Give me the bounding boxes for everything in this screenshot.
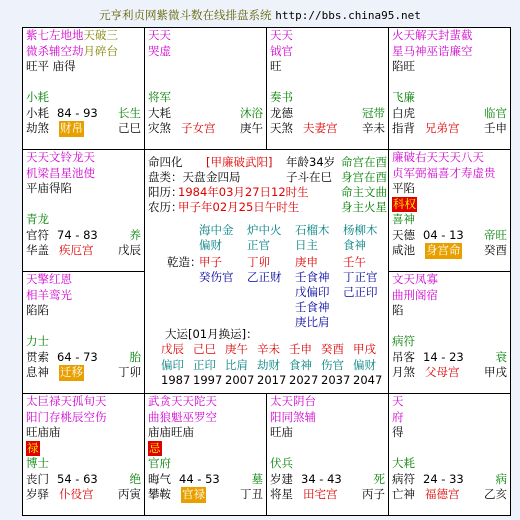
sub-god: 官府 — [148, 456, 171, 470]
info-line-3-0: 阳历： — [148, 185, 183, 199]
pillar-1-0: 炉中火 — [247, 223, 282, 237]
shen-2: 攀鞍 — [148, 487, 171, 501]
info-line-4-0: 农历： — [148, 200, 183, 214]
dayun-ganzhi: 己巳 — [193, 342, 216, 356]
shen-1: 白虎 — [392, 105, 415, 120]
pillar-2-1: 日主 — [295, 238, 318, 252]
brightness-line: 旺平 庙得 — [26, 59, 76, 73]
palace-name[interactable]: 兄弟宫 — [425, 121, 460, 135]
palace-cell-hai[interactable] — [389, 394, 510, 515]
star-group: 贞军弼福喜才寿虚贵 — [392, 165, 496, 180]
star-group: 曲狼魁巫罗空 — [148, 409, 217, 424]
transform-line — [145, 441, 266, 457]
dayun-god: 比肩 — [225, 358, 248, 372]
info-line-1-0: 命四化 — [148, 155, 183, 169]
star-group: 紫七左地地 — [26, 28, 84, 42]
palace-name[interactable]: 身宫命 — [426, 243, 461, 257]
star-group: 府 — [392, 409, 404, 424]
info-line-2-0: 盘类：天盘 — [148, 170, 206, 184]
shen-2: 天煞 — [270, 121, 293, 135]
sub-god: 小耗 — [26, 90, 49, 104]
spacer — [23, 197, 144, 213]
hidden-stem: 己正印 — [343, 285, 378, 299]
shen-1: 官符 — [26, 227, 49, 242]
stars-line-1 — [389, 150, 510, 166]
ganzhi: 辛未 — [362, 121, 385, 135]
god-line — [389, 350, 510, 366]
god-line — [23, 228, 144, 244]
star-group: 天天文铃龙天 — [26, 150, 95, 164]
palace-line — [267, 121, 388, 137]
god-line — [267, 472, 388, 488]
sihua-badge: 科权 — [393, 196, 416, 211]
stars-line-2 — [389, 410, 510, 426]
age-range: 74 - 83 — [57, 227, 98, 242]
shen-1: 病符 — [392, 471, 415, 486]
dayun-god: 正印 — [193, 358, 216, 372]
dayun-ganzhi: 壬申 — [289, 342, 312, 356]
dayun-year: 2037 — [321, 373, 351, 387]
shen-1: 丧门 — [26, 471, 49, 486]
qianzao-label: 乾造： — [167, 255, 202, 269]
stars-line-2 — [267, 410, 388, 426]
pillar-0-2: 甲子 — [199, 255, 222, 269]
changsheng: 墓 — [251, 471, 263, 486]
dayun-year: 2047 — [353, 373, 383, 387]
changsheng: 死 — [373, 471, 385, 486]
stars-line-1 — [23, 28, 144, 44]
palace-name[interactable]: 财帛 — [60, 121, 83, 135]
shen-2: 亡神 — [392, 487, 415, 501]
palace-name[interactable]: 官禄 — [182, 487, 205, 501]
info-line-2-3: 身宫在酉 — [341, 170, 387, 184]
ganzhi: 庚午 — [240, 121, 263, 135]
changsheng: 长生 — [118, 105, 141, 120]
age-range: 04 - 13 — [423, 227, 464, 242]
sub-god: 奏书 — [270, 90, 293, 104]
palace-line — [23, 121, 144, 137]
star-group: 天擎红恩 — [26, 272, 72, 286]
dayun-year: 1997 — [193, 373, 223, 387]
palace-line — [23, 365, 144, 381]
pillar-2-0: 石榴木 — [295, 223, 330, 237]
ganzhi: 丁卯 — [118, 365, 141, 379]
stars-line-2 — [267, 44, 388, 60]
brightness-line: 得 — [392, 425, 404, 439]
stars-line-1 — [389, 28, 510, 44]
changsheng: 临官 — [484, 105, 507, 120]
star-group: 天天 — [148, 28, 171, 42]
palace-cell-chen[interactable] — [23, 150, 145, 272]
stars-line-1 — [23, 272, 144, 288]
palace-cell-wei[interactable] — [267, 28, 389, 150]
changsheng: 养 — [129, 227, 141, 242]
shen-2: 将星 — [270, 487, 293, 501]
palace-cell-xu[interactable] — [389, 272, 510, 394]
stars-line-2 — [23, 410, 144, 426]
stars-line-2 — [23, 166, 144, 182]
sub-god: 青龙 — [26, 212, 49, 226]
shen-1: 岁建 — [270, 471, 293, 486]
ganzhi: 甲戌 — [484, 365, 507, 379]
ganzhi: 乙亥 — [484, 487, 507, 501]
brightness-line: 旺 — [270, 59, 282, 73]
info-line-4-1: 甲子年02月25日午时生 — [178, 200, 300, 214]
shen-2: 岁驿 — [26, 487, 49, 501]
pillar-1-2: 丁卯 — [247, 255, 270, 269]
stars-line-2 — [389, 288, 510, 304]
spacer — [267, 75, 388, 91]
palace-line — [23, 243, 144, 259]
stars-line-1 — [145, 28, 266, 44]
dayun-god: 食神 — [289, 358, 312, 372]
shen-1: 大耗 — [148, 105, 171, 120]
spacer — [389, 441, 510, 457]
stars-line-1 — [23, 150, 144, 166]
info-line-4-2: 身主火星 — [341, 200, 387, 214]
spacer — [145, 75, 266, 91]
dayun-ganzhi: 癸酉 — [321, 342, 344, 356]
info-line-3-2: 命主文曲 — [341, 185, 387, 199]
stars-line-1 — [267, 28, 388, 44]
stars-line-2 — [23, 288, 144, 304]
shen-2: 劫煞 — [26, 121, 49, 135]
title-text: 元亨利贞网紫微斗数在线排盘系统 — [99, 8, 272, 22]
brightness-line: 旺庙 — [270, 425, 293, 439]
changsheng: 沐浴 — [240, 105, 263, 120]
palace-name[interactable]: 仆役宫 — [59, 487, 94, 501]
star-group: 曲刑阁宿 — [392, 287, 438, 302]
palace-cell-chou[interactable] — [145, 394, 267, 515]
palace-name[interactable]: 福德宫 — [425, 487, 460, 501]
brightness-line: 旺庙庙 — [26, 425, 61, 439]
dayun-ganzhi: 辛未 — [257, 342, 280, 356]
ganzhi: 丁丑 — [240, 487, 263, 501]
star-group: 钺官 — [270, 43, 293, 58]
sub-god: 喜神 — [392, 212, 415, 226]
ganzhi: 丙子 — [362, 487, 385, 501]
dayun-ganzhi: 庚午 — [225, 342, 248, 356]
palace-line — [145, 487, 266, 503]
pillar-1-1: 正官 — [247, 238, 270, 252]
spacer — [23, 319, 144, 335]
brightness-line — [145, 59, 266, 75]
shen-1: 晦气 — [148, 471, 171, 486]
dayun-year: 1987 — [161, 373, 191, 387]
age-range: 24 - 33 — [423, 471, 464, 486]
ganzhi: 己巳 — [118, 121, 141, 135]
shen-1: 天德 — [392, 227, 415, 242]
spacer — [23, 75, 144, 91]
palace-cell-mao[interactable] — [23, 272, 145, 394]
age-range: 34 - 43 — [301, 471, 342, 486]
brightness-line: 陷 — [392, 303, 404, 317]
shen-2: 指背 — [392, 121, 415, 135]
dayun-ganzhi: 戊辰 — [161, 342, 184, 356]
info-line-3-1: 1984年03月27日12时生 — [178, 185, 309, 199]
palace-cell-wu[interactable] — [145, 28, 267, 150]
palace-name[interactable]: 疾厄宫 — [59, 243, 94, 257]
hidden-stem: 庚比肩 — [295, 315, 330, 329]
palace-line — [267, 487, 388, 503]
spacer — [389, 75, 510, 91]
palace-cell-yin[interactable] — [23, 394, 145, 515]
star-group: 星马神巫诰廉空 — [392, 43, 473, 58]
god-line — [23, 350, 144, 366]
god-line — [389, 228, 510, 244]
sub-god: 飞廉 — [392, 90, 415, 104]
sihua-badge: 忌 — [149, 440, 161, 455]
dayun-god: 伤官 — [321, 358, 344, 372]
stars-line-2 — [23, 44, 144, 60]
star-group: 月碎台 — [83, 43, 118, 58]
changsheng: 帝旺 — [484, 227, 507, 242]
star-group: 天天 — [270, 28, 293, 42]
age-range: 44 - 53 — [179, 471, 220, 486]
hidden-stem: 戊偏印 — [295, 285, 330, 299]
pillar-3-3: 丁正官 — [343, 270, 378, 284]
pillar-2-2: 庚申 — [295, 255, 318, 269]
star-group: 武贪天天陀天 — [148, 394, 217, 408]
dayun-year: 2027 — [289, 373, 319, 387]
star-group: 天破三 — [83, 28, 118, 42]
pillar-0-1: 偏财 — [199, 238, 222, 252]
dayun-god: 偏财 — [353, 358, 376, 372]
palace-name[interactable]: 子女宫 — [181, 121, 216, 135]
sihua-badge: 禄 — [27, 440, 39, 455]
pillar-1-3: 乙正财 — [247, 270, 282, 284]
page-title — [0, 7, 520, 24]
stars-line-2 — [145, 44, 266, 60]
shen-1: 贯索 — [26, 349, 49, 364]
title-url[interactable]: http://bbs.china95.net — [275, 9, 421, 22]
star-group: 太巨禄天孤旬天 — [26, 394, 107, 408]
changsheng: 冠带 — [362, 105, 385, 120]
shen-2: 华盖 — [26, 243, 49, 257]
pillar-0-3: 癸伤官 — [199, 270, 234, 284]
dayun-god: 劫财 — [257, 358, 280, 372]
shen-1: 吊客 — [392, 349, 415, 364]
sub-god: 大耗 — [392, 456, 415, 470]
star-group: 火天解天封蜚截 — [392, 28, 473, 42]
palace-cell-you[interactable] — [389, 150, 510, 272]
transform-line — [23, 441, 144, 457]
god-line — [145, 472, 266, 488]
pillar-0-0: 海中金 — [199, 223, 234, 237]
pillar-3-2: 壬午 — [343, 255, 366, 269]
changsheng: 绝 — [129, 471, 141, 486]
dayun-label: 大运[01月换运]： — [165, 327, 258, 341]
sub-god: 病符 — [392, 334, 415, 348]
shen-1: 小耗 — [26, 105, 49, 120]
star-group: 微杀辅空劫 — [26, 43, 84, 58]
god-line — [145, 106, 266, 122]
pillar-2-3: 壬食神 — [295, 270, 330, 284]
palace-name[interactable]: 迁移 — [60, 365, 83, 379]
stars-line-1 — [389, 394, 510, 410]
brightness-line: 庙庙旺庙 — [148, 425, 194, 439]
palace-line — [389, 243, 510, 259]
pillar-3-1: 食神 — [343, 238, 366, 252]
hidden-stem: 壬食神 — [295, 300, 330, 314]
star-group: 哭虚 — [148, 43, 171, 58]
shen-2: 咸池 — [392, 243, 415, 257]
stars-line-1 — [23, 394, 144, 410]
dayun-year: 2017 — [257, 373, 287, 387]
palace-line — [389, 487, 510, 503]
palace-line — [389, 121, 510, 137]
ganzhi: 癸酉 — [484, 243, 507, 257]
ganzhi: 壬申 — [484, 121, 507, 135]
god-line — [23, 106, 144, 122]
info-line-1-1: [甲廉破武阳] — [206, 155, 273, 169]
spacer — [389, 319, 510, 335]
stars-line-1 — [267, 394, 388, 410]
info-line-1-3: 命宫在酉 — [341, 155, 387, 169]
star-group: 天 — [392, 394, 404, 408]
star-group: 阳门存桃辰空伤 — [26, 409, 107, 424]
age-range: 14 - 23 — [423, 349, 464, 364]
dayun-year: 2007 — [225, 373, 255, 387]
sub-god: 将军 — [148, 90, 171, 104]
sub-god: 博士 — [26, 456, 49, 470]
sub-god: 伏兵 — [270, 456, 293, 470]
god-line — [23, 472, 144, 488]
changsheng: 衰 — [495, 349, 507, 364]
spacer — [267, 441, 388, 457]
age-range: 84 - 93 — [57, 105, 98, 120]
palace-name[interactable]: 夫妻宫 — [303, 121, 338, 135]
star-group: 机梁昌星池使 — [26, 165, 95, 180]
brightness-line: 陷陷 — [26, 303, 49, 317]
shen-2: 息神 — [26, 365, 49, 379]
god-line — [267, 106, 388, 122]
stars-line-2 — [145, 410, 266, 426]
info-line-1-2: 年龄34岁 — [286, 155, 336, 169]
god-line — [389, 472, 510, 488]
info-line-2-2: 子斗在巳 — [286, 170, 332, 184]
changsheng: 胎 — [129, 349, 141, 364]
palace-name[interactable]: 父母宫 — [425, 365, 460, 379]
shen-2: 灾煞 — [148, 121, 171, 135]
age-range: 64 - 73 — [57, 349, 98, 364]
stars-line-1 — [389, 272, 510, 288]
palace-line — [145, 121, 266, 137]
palace-cell-shen[interactable] — [389, 28, 510, 150]
transform-line — [389, 197, 510, 213]
stars-line-2 — [389, 166, 510, 182]
center-panel — [145, 150, 389, 394]
palace-name[interactable]: 田宅宫 — [303, 487, 338, 501]
shen-1: 龙德 — [270, 105, 293, 120]
star-group: 廉破右天天天八天 — [392, 150, 484, 164]
palace-line — [389, 365, 510, 381]
star-group: 太天阴台 — [270, 394, 316, 408]
pillar-3-0: 杨柳木 — [343, 223, 378, 237]
brightness-line: 平陷 — [392, 181, 415, 195]
changsheng: 病 — [495, 471, 507, 486]
stars-line-2 — [389, 44, 510, 60]
ganzhi: 丙寅 — [118, 487, 141, 501]
star-group: 相羊鸾光 — [26, 287, 72, 302]
god-line — [389, 106, 510, 122]
ganzhi: 戊辰 — [118, 243, 141, 257]
palace-cell-si[interactable] — [23, 28, 145, 150]
stars-line-1 — [145, 394, 266, 410]
star-group: 阳同煞辅 — [270, 409, 316, 424]
star-group: 文天凤寡 — [392, 272, 438, 286]
dayun-ganzhi: 甲戌 — [353, 342, 376, 356]
brightness-line: 平庙得陷 — [26, 181, 72, 195]
palace-cell-zi[interactable] — [267, 394, 389, 515]
ziwei-chart — [22, 27, 511, 516]
info-line-2-1: 金四局 — [206, 170, 241, 184]
palace-line — [23, 487, 144, 503]
brightness-line: 陷旺 — [392, 59, 415, 73]
age-range: 54 - 63 — [57, 471, 98, 486]
dayun-god: 偏印 — [161, 358, 184, 372]
shen-2: 月煞 — [392, 365, 415, 379]
sub-god: 力士 — [26, 334, 49, 348]
